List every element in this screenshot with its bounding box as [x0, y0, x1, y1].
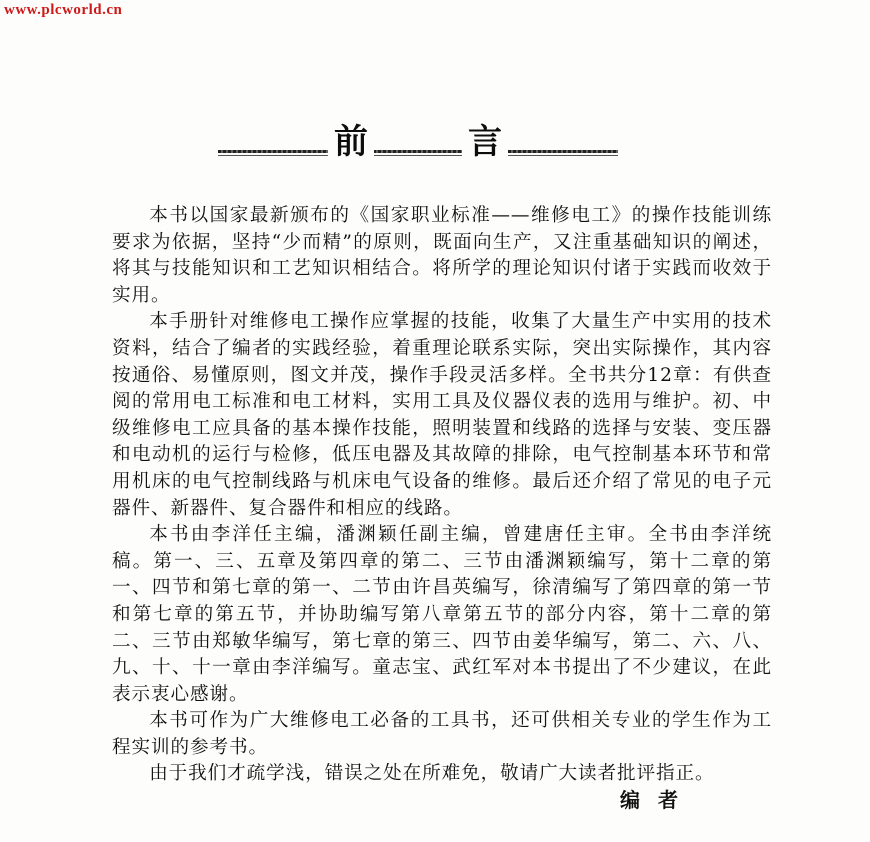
watermark-url: www.plcworld.cn	[4, 2, 123, 18]
paragraph-1: 本书以国家最新颁布的《国家职业标准——维修电工》的操作技能训练要求为依据，坚持“少而精”的原则，既面向生产，又注重基础知识的阐述，将其与技能知识和工艺知识相结合。将所学的理论知识付诸于实践而收效于实用。	[112, 205, 772, 306]
paragraph-3: 本书由李洋任主编，潘渊颖任副主编，曾建唐任主审。全书由李洋统稿。第一、三、五章及第四章的第二、三节由潘渊颖编写，第十二章的第一、四节和第七章的第一、二节由许昌英编写，徐清编写了第四章的第一节和第七章的第五节，并协助编写第八章第五节的部分内容，第十二章的第二、三节由郑敏华编写，第七章的第三、四节由姜华编写，第二、六、八、九、十、十一章由李洋编写。童志宝、武红军对本书提出了不少建议，在此表示衷心感谢。	[112, 524, 772, 705]
paragraph-4: 本书可作为广大维修电工必备的工具书，还可供相关专业的学生作为工程实训的参考书。	[112, 710, 772, 758]
page-title	[218, 120, 618, 168]
title-text	[328, 120, 508, 164]
preface-body	[112, 203, 772, 788]
title-char-1: 前	[328, 120, 374, 164]
author-signature: 编者	[620, 788, 696, 812]
paragraph-2: 本手册针对维修电工操作应掌握的技能，收集了大量生产中实用的技术资料，结合了编者的实践经验，着重理论联系实际，突出实际操作，其内容按通俗、易懂原则，图文并茂，操作手段灵活多样。全书共分12章：有供查阅的常用电工标准和电工材料，实用工具及仪器仪表的选用与维护。初、中级维修电工应具备的基本操作技能，照明装置和线路的选择与安装、变压器和电动机的运行与检修，低压电器及其故障的排除，电气控制基本环节和常用机床的电气控制线路与机床电气设备的维修。最后还介绍了常见的电子元器件、新器件、复合器件和相应的线路。	[112, 311, 772, 519]
title-char-2: 言	[462, 120, 508, 164]
paragraph-5: 由于我们才疏学浅，错误之处在所难免，敬请广大读者批评指正。	[149, 763, 715, 785]
